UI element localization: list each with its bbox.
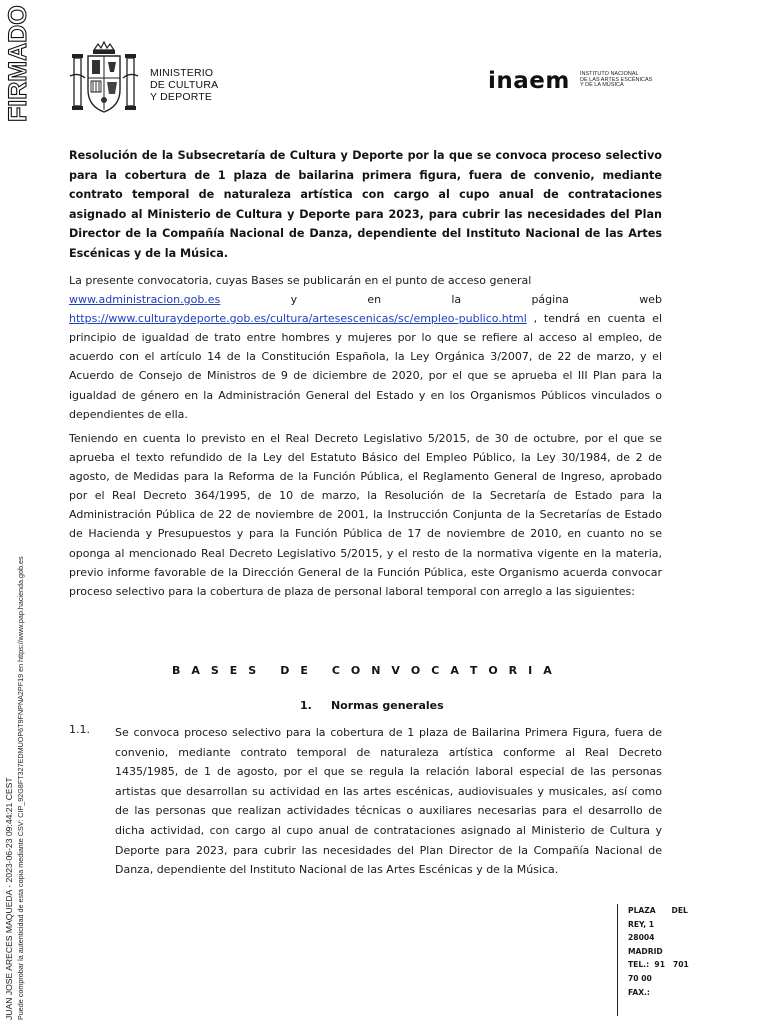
address-line: 70 00 — [628, 973, 652, 983]
address-line: FAX.: — [628, 987, 650, 997]
word: web — [639, 293, 662, 307]
heading-letter: I — [528, 664, 533, 677]
culturaydeporte-link[interactable]: https://www.culturaydeporte.gob.es/cultura/artesescenicas/sc/empleo-publico.html — [69, 312, 527, 326]
inaem-sub-line: DE LAS ARTES ESCÉNICAS — [580, 76, 653, 83]
heading-letter: V — [391, 664, 400, 677]
ministry-line: Y DEPORTE — [150, 91, 213, 103]
signature-line: JUAN JOSE ARECES MAQUEDA - 2023-06-23 09:44:21 CEST — [4, 777, 14, 1020]
address-line: TEL.: 91 701 — [628, 960, 689, 970]
heading-letter: O — [410, 664, 421, 677]
heading-letter: R — [508, 664, 518, 677]
heading-letter: B — [172, 664, 181, 677]
word: página — [531, 293, 569, 307]
intro-rest-text: , tendrá en cuenta el principio de igualdad de trato entre hombres y mujeres por lo que se refiere al acceso al empleo, de acuerdo con el artículo 14 de la Constitución Española, la Ley Orgánica 3/2007, de 22 de marzo, y el Acuerdo de Consejo de Ministros de 9 de diciembre de 2020, por el que se aprueba el III Plan para la igualdad de género en la Administración General del Estado y en los Organismos Públicos vinculados o dependientes de ella. — [69, 312, 662, 421]
heading-letter: E — [229, 664, 238, 677]
signature-sidebar — [2, 452, 30, 1022]
ministry-line: DE CULTURA — [150, 79, 219, 91]
heading-letter: D — [280, 664, 290, 677]
clause-number: 1.1. — [69, 723, 90, 736]
clause-text: Se convoca proceso selectivo para la cobertura de 1 plaza de Bailarina Primera Figura, fuera de convenio, mediante contrato temporal de naturaleza artística conforme al Real Decreto 1435/1985, de 1 de agosto, por el que se regula la relación laboral especial de las personas artistas que desarrollan su actividad en las artes escénicas, audiovisuales y musicales, así como de las personas que realizan actividades técnicas o auxiliares necesarias para el desarrollo de dicha actividad, con cargo al cupo anual de contrataciones asignado al Ministerio de Cultura y Deporte para 2023, para cubrir las necesidades del Plan Director de la Compañía Nacional de Danza, dependiente del Instituto Nacional de las Artes Escénicas y de la Música. — [115, 726, 662, 877]
address-line: 28004 — [628, 933, 655, 943]
heading-letter: N — [371, 664, 381, 677]
inaem-sub-line: Y DE LA MÚSICA — [580, 82, 624, 89]
heading-letter: A — [543, 664, 552, 677]
heading-letter: O — [488, 664, 498, 677]
heading-letter: C — [431, 664, 440, 677]
heading-letter: C — [331, 664, 340, 677]
heading-letter: A — [191, 664, 200, 677]
verification-line: Puede comprobar la autenticidad de esta copia mediante CSV: CIP_92G8FT327EDMUOP6T9FNPNA2PF19 en https://www.pap.hacienda.gob.es — [16, 556, 25, 1020]
address-block — [617, 904, 703, 1016]
ministry-name — [150, 67, 218, 103]
heading-letter: S — [248, 664, 257, 677]
administracion-link[interactable]: www.administracion.gob.es — [69, 293, 221, 307]
bases-heading — [172, 664, 552, 677]
address-line: REY, 1 — [628, 919, 655, 929]
heading-letter: A — [450, 664, 459, 677]
address-line: MADRID — [628, 946, 663, 956]
inaem-logo: inaem — [488, 68, 570, 94]
word: y — [290, 293, 298, 307]
firmado-stamp — [2, 2, 36, 124]
word: en — [367, 293, 382, 307]
section-heading: 1. Normas generales — [300, 699, 444, 712]
address-line: PLAZA DEL — [628, 906, 688, 915]
resolution-title: Resolución de la Subsecretaría de Cultura y Deporte por la que se convoca proceso selectivo para la cobertura de 1 plaza de bailarina primera figura, fuera de convenio, mediante contrato temporal de naturaleza artística con cargo al cupo anual de contrataciones asignado al Ministerio de Cultura y Deporte para 2023, para cubrir las necesidades del Plan Director de la Compañía Nacional de Danza, dependiente del Instituto Nacional de las Artes Escénicas y de la Música. — [69, 149, 662, 260]
word: la — [451, 293, 462, 307]
ministry-line: MINISTERIO — [150, 67, 214, 79]
intro-line: La presente convocatoria, cuyas Bases se publicarán en el punto de acceso general — [69, 274, 532, 287]
intro-rest — [69, 309, 662, 424]
inaem-sub-line: INSTITUTO NACIONAL — [580, 71, 639, 77]
heading-letter: S — [210, 664, 219, 677]
heading-letter: E — [300, 664, 308, 677]
firmado-text: FIRMADO — [4, 5, 32, 122]
heading-letter: O — [350, 664, 361, 677]
link-row — [69, 290, 662, 309]
paragraph-legal-basis: Teniendo en cuenta lo previsto en el Real Decreto Legislativo 5/2015, de 30 de octubre, por el que se aprueba el texto refundido de la Ley del Estatuto Básico del Empleo Público, la Ley 30/1984, de 2 de agosto, de Medidas para la Reforma de la Función Pública, el Reglamento General de Ingreso, aprobado por el Real Decreto 364/1995, de 10 de marzo, la Resolución de la Secretaría de Estado para la Administración Pública de 22 de noviembre de 2001, la Instrucción Conjunta de la Secretarías de Estado de Hacienda y Presupuestos y para la Función Pública de 17 de noviembre de 2010, en cuanto no se oponga al mencionado Real Decreto Legislativo 5/2015, y el resto de la normativa vigente en la materia, previo informe favorable de la Dirección General de la Función Pública, este Organismo acuerda convocar proceso selectivo para la cobertura de plaza de personal laboral temporal con arreglo a las siguientes: — [69, 432, 662, 598]
coat-of-arms-logo — [68, 40, 140, 118]
inaem-subtitle — [580, 72, 652, 89]
heading-letter: T — [469, 664, 478, 677]
paragraph-intro — [69, 271, 662, 424]
